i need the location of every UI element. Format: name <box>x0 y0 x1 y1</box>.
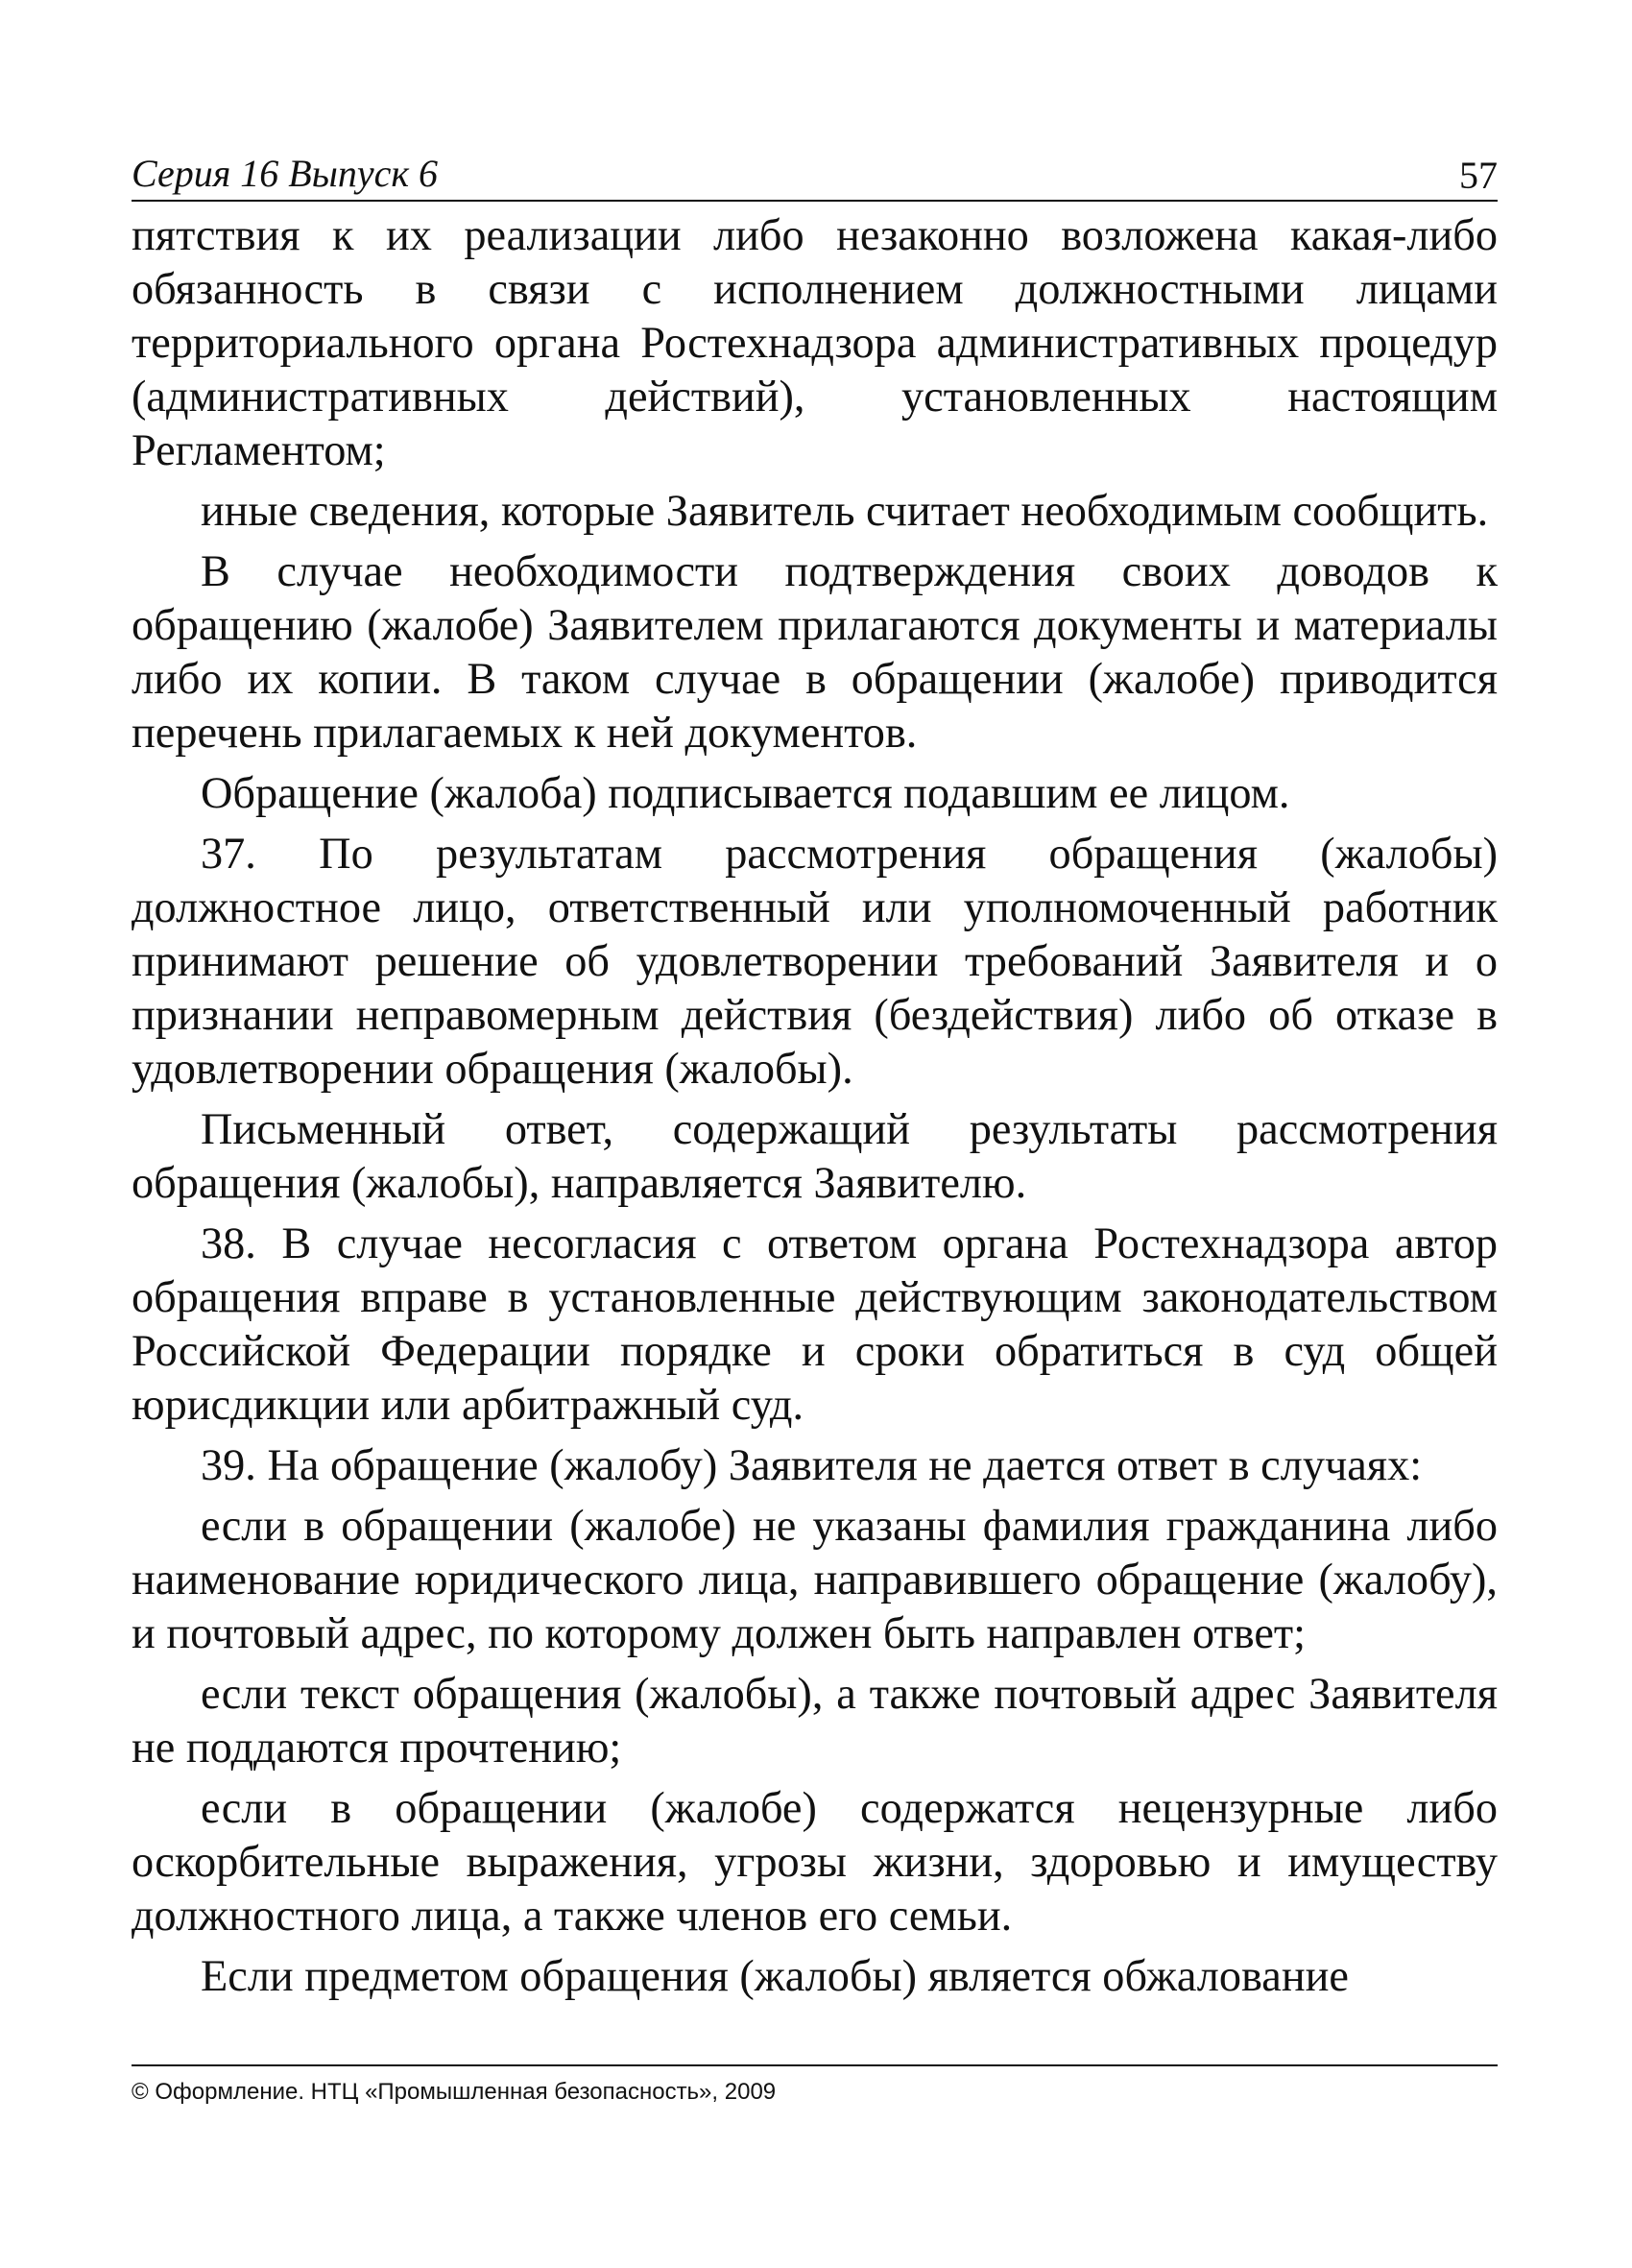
series-label: Серия 16 Выпуск 6 <box>132 152 439 195</box>
paragraph: если текст обращения (жалобы), а также почтовый адрес Заявителя не поддаются прочтению; <box>132 1670 1498 1773</box>
page-header <box>132 144 1498 202</box>
paragraph: 38. В случае несогласия с ответом органа Ростехнадзора автор обращения вправе в установленные действующим законодательством Российской Федерации порядке и сроки обратиться в суд общей юрисдикции или арбитражный суд. <box>132 1219 1498 1430</box>
paragraph: 39. На обращение (жалобу) Заявителя не дается ответ в случаях: <box>201 1441 1423 1490</box>
paragraph: иные сведения, которые Заявитель считает необходимым сообщить. <box>201 487 1489 536</box>
page-footer <box>132 2064 1498 2107</box>
paragraph: пятствия к их реализации либо незаконно возложена какая-либо обязанность в связи с исполнением должностными лицами территориального органа Ростехнадзора административных процедур (административных действий), установленных настоящим Регламентом; <box>132 211 1498 475</box>
paragraph: В случае необходимости подтверждения своих доводов к обращению (жалобе) Заявителем прилагаются документы и материалы либо их копии. В таком случае в обращении (жалобе) приводится перечень прилагаемых к ней документов. <box>132 547 1498 758</box>
paragraph: 37. По результатам рассмотрения обращения (жалобы) должностное лицо, ответственный или уполномоченный работник принимают решение об удовлетворении требований Заявителя и о признании неправомерным действия (бездействия) либо об отказе в удовлетворении обращения (жалобы). <box>132 830 1498 1094</box>
paragraph: Обращение (жалоба) подписывается подавшим ее лицом. <box>201 769 1290 818</box>
document-page <box>132 144 1498 2141</box>
paragraph: Если предметом обращения (жалобы) является обжалование <box>201 1952 1349 2001</box>
paragraph: Письменный ответ, содержащий результаты рассмотрения обращения (жалобы), направляется Заявителю. <box>132 1105 1498 1208</box>
body-text <box>132 209 1498 2004</box>
paragraph: если в обращении (жалобе) не указаны фамилия гражданина либо наименование юридического лица, направившего обращение (жалобу), и почтовый адрес, по которому должен быть направлен ответ; <box>132 1502 1498 1658</box>
copyright-notice: © Оформление. НТЦ «Промышленная безопасность», 2009 <box>132 2079 777 2105</box>
paragraph: если в обращении (жалобе) содержатся нецензурные либо оскорбительные выражения, угрозы жизни, здоровью и имуществу должностного лица, а также членов его семьи. <box>132 1784 1498 1941</box>
page-number: 57 <box>1459 154 1498 197</box>
